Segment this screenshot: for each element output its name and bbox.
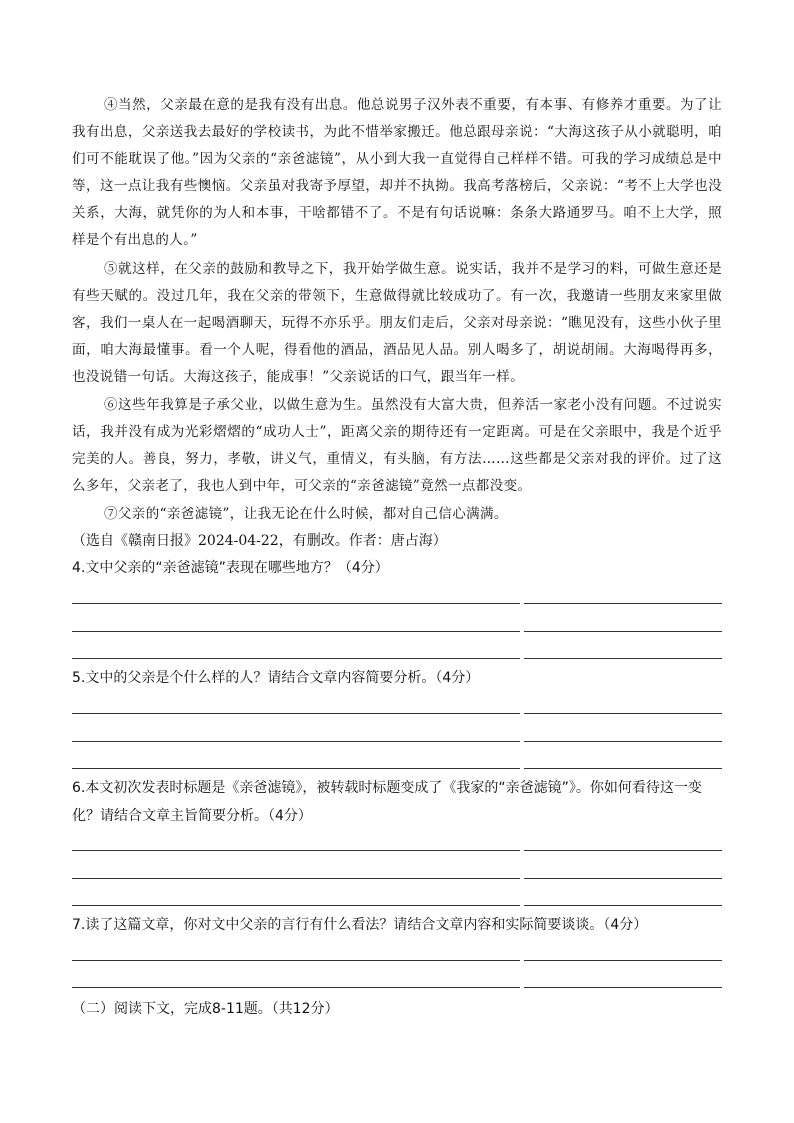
answer-line[interactable]	[72, 850, 722, 851]
question-5: 5.文中的父亲是个什么样的人？请结合文章内容简要分析。（4分）	[72, 670, 480, 686]
answer-line[interactable]	[72, 960, 722, 961]
passage-paragraph-4: ④当然，父亲最在意的是我有没有出息。他总说男子汉外表不重要，有本事、有修养才重要。为了让我有出息，父亲送我去最好的学校读书，为此不惜举家搬迁。他总跟母亲说：“大海这孩子从小就聪明，咱们可不能耽误了他。”因为父亲的“亲爸滤镜”，从小到大我一直觉得自己样样不错。可我的学习成绩总是中等，这一点让我有些懊恼。父亲虽对我寄予厚望，却并不执拗。我高考落榜后，父亲说：“考不上大学也没关系，大海，就凭你的为人和本事，干啥都错不了。不是有句话说嘛：条条大路通罗马。咱不上大学，照样是个有出息的人。”	[72, 97, 722, 248]
answer-line[interactable]	[72, 878, 722, 879]
question-7: 7.读了这篇文章，你对文中父亲的言行有什么看法？请结合文章内容和实际简要谈谈。（4分）	[72, 917, 648, 933]
answer-line[interactable]	[72, 987, 722, 988]
answer-line[interactable]	[72, 631, 722, 632]
question-4: 4.文中父亲的“亲爸滤镜”表现在哪些地方？（4分）	[72, 560, 389, 576]
answer-line[interactable]	[72, 658, 722, 659]
answer-line[interactable]	[72, 741, 722, 742]
answer-line[interactable]	[72, 768, 722, 769]
section-heading: （二）阅读下文，完成8-11题。（共12分）	[72, 1001, 339, 1017]
passage-paragraph-7: ⑦父亲的“亲爸滤镜”，让我无论在什么时候，都对自己信心满满。	[104, 506, 508, 522]
source-citation: （选自《赣南日报》2024-04-22，有删改。作者：唐占海）	[72, 533, 447, 549]
answer-line[interactable]	[72, 713, 722, 714]
passage-paragraph-6: ⑥这些年我算是子承父业，以做生意为生。虽然没有大富大贵，但养活一家老小没有问题。不过说实话，我并没有成为光彩熠熠的“成功人士”，距离父亲的期待还有一定距离。可是在父亲眼中，我是个近乎完美的人。善良，努力，孝敬，讲义气，重情义，有头脑，有方法……这些都是父亲对我的评价。过了这么多年，父亲老了，我也人到中年，可父亲的“亲爸滤镜”竟然一点都没变。	[72, 397, 722, 494]
answer-line[interactable]	[72, 905, 722, 906]
answer-line[interactable]	[72, 603, 722, 604]
question-6: 6.本文初次发表时标题是《亲爸滤镜》，被转载时标题变成了《我家的“亲爸滤镜”》。你如何看待这一变化？请结合文章主旨简要分析。（4分）	[72, 780, 702, 824]
passage-paragraph-5: ⑤就这样，在父亲的鼓励和教导之下，我开始学做生意。说实话，我并不是学习的料，可做生意还是有些天赋的。没过几年，我在父亲的带领下，生意做得就比较成功了。有一次，我邀请一些朋友来家里做客，我们一桌人在一起喝酒聊天，玩得不亦乐乎。朋友们走后，父亲对母亲说：“瞧见没有，这些小伙子里面，咱大海最懂事。看一个人呢，得看他的酒品，酒品见人品。别人喝多了，胡说胡闹。大海喝得再多，也没说错一句话。大海这孩子，能成事！”父亲说话的口气，跟当年一样。	[72, 261, 722, 385]
